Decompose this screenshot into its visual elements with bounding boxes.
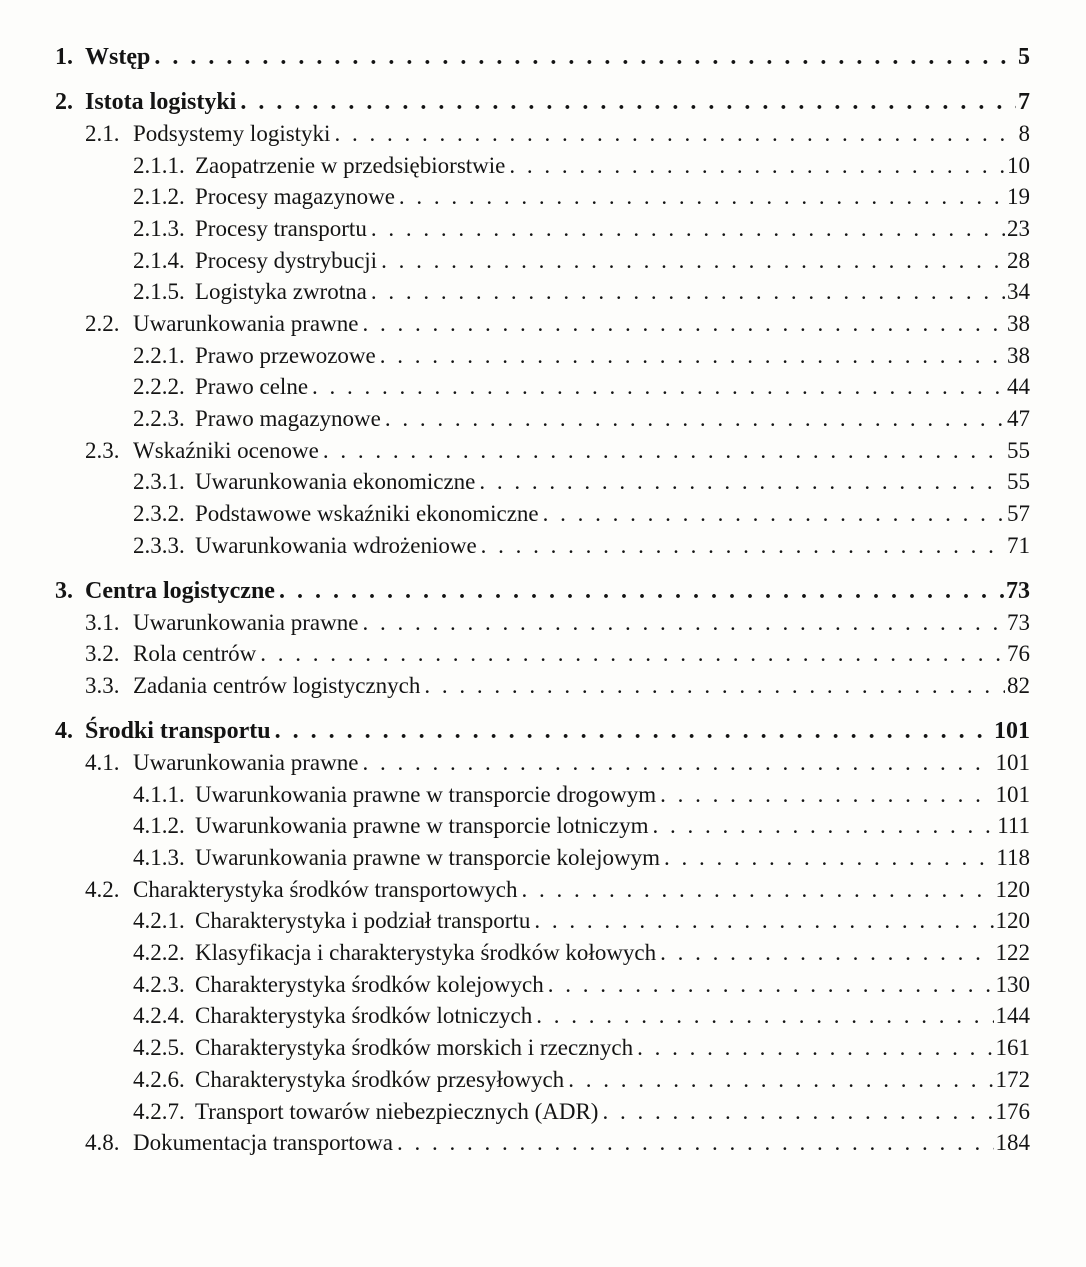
toc-entry bbox=[55, 469, 1030, 501]
toc-entry-title: Transport towarów niebezpiecznych (ADR) bbox=[195, 1098, 599, 1124]
toc-entry-title: Podsystemy logistyki bbox=[133, 120, 331, 146]
toc-entry bbox=[55, 501, 1030, 533]
dot-leader bbox=[362, 750, 993, 773]
toc-entry-number: 4.2.2. bbox=[133, 940, 185, 966]
toc-entry-title: Uwarunkowania wdrożeniowe bbox=[195, 532, 477, 558]
toc-entry bbox=[55, 121, 1030, 153]
dot-leader bbox=[323, 438, 1005, 461]
dot-leader bbox=[660, 940, 993, 963]
toc-entry-title: Podstawowe wskaźniki ekonomiczne bbox=[195, 501, 539, 527]
toc-entry bbox=[55, 248, 1030, 280]
toc-entry bbox=[55, 44, 1030, 76]
toc-entry-number: 2.2.2. bbox=[133, 374, 185, 400]
toc-entry bbox=[55, 877, 1030, 909]
toc-entry-number: 2.1.2. bbox=[133, 184, 185, 210]
dot-leader bbox=[509, 153, 1005, 176]
toc-entry-title: Charakterystyka środków transportowych bbox=[133, 876, 518, 902]
toc-entry-title: Charakterystyka środków przesyłowych bbox=[195, 1066, 565, 1092]
toc-entry-number: 4.1.3. bbox=[133, 845, 185, 870]
dot-leader bbox=[522, 877, 994, 900]
toc-entry-title: Zaopatrzenie w przedsiębiorstwie bbox=[195, 152, 506, 178]
toc-entry-title: Klasyfikacja i charakterystyka środków kołowych bbox=[195, 940, 657, 966]
toc-entry-number: 4.2. bbox=[85, 876, 120, 902]
toc-entry-number: 4.1.2. bbox=[133, 813, 185, 839]
toc-entry-page: 120 bbox=[995, 876, 1030, 902]
toc-entry bbox=[55, 908, 1030, 940]
toc-entry-title: Środki transportu bbox=[85, 718, 271, 745]
toc-entry bbox=[55, 641, 1030, 673]
toc-entry-page: 7 bbox=[1018, 89, 1030, 116]
toc-entry-page: 120 bbox=[995, 908, 1030, 934]
toc-entry-title: Wstęp bbox=[85, 44, 151, 70]
toc-entry bbox=[55, 813, 1030, 845]
toc-entry bbox=[55, 438, 1030, 470]
toc-entry bbox=[55, 610, 1030, 642]
toc-entry bbox=[55, 89, 1030, 121]
toc-entry-page: 55 bbox=[1007, 469, 1030, 495]
toc-entry-number: 3.2. bbox=[85, 641, 120, 667]
dot-leader bbox=[664, 845, 994, 868]
toc-entry bbox=[55, 1130, 1030, 1162]
toc-entry-page: 44 bbox=[1007, 374, 1030, 400]
toc-entry-page: 57 bbox=[1007, 501, 1030, 527]
toc-entry-page: 118 bbox=[996, 845, 1030, 870]
toc-entry-title: Logistyka zwrotna bbox=[195, 279, 367, 305]
toc-entry-title: Procesy transportu bbox=[195, 215, 367, 241]
dot-leader bbox=[548, 972, 994, 995]
toc-entry bbox=[55, 1003, 1030, 1035]
dot-leader bbox=[260, 641, 1005, 664]
toc-entry-number: 2.2. bbox=[85, 311, 120, 336]
dot-leader bbox=[660, 782, 993, 805]
toc-entry bbox=[55, 279, 1030, 311]
toc-list bbox=[55, 44, 1030, 1162]
toc-entry-title: Prawo przewozowe bbox=[195, 342, 376, 368]
toc-entry-title: Zadania centrów logistycznych bbox=[133, 673, 421, 699]
dot-leader bbox=[534, 908, 993, 931]
toc-entry-page: 172 bbox=[995, 1066, 1030, 1092]
toc-entry-page: 38 bbox=[1007, 342, 1030, 368]
dot-leader bbox=[312, 374, 1005, 397]
dot-leader bbox=[275, 718, 992, 742]
toc-entry bbox=[55, 1035, 1030, 1067]
toc-entry-title: Uwarunkowania prawne bbox=[133, 749, 359, 775]
toc-entry-title: Uwarunkowania prawne bbox=[133, 609, 359, 635]
toc-entry-page: 10 bbox=[1007, 152, 1030, 178]
toc-entry-number: 4.2.7. bbox=[133, 1098, 185, 1124]
dot-leader bbox=[385, 406, 1005, 429]
toc-entry-title: Uwarunkowania prawne bbox=[133, 311, 359, 336]
toc-entry bbox=[55, 1067, 1030, 1099]
toc-entry-number: 2.1. bbox=[85, 120, 120, 146]
toc-entry bbox=[55, 578, 1030, 610]
toc-entry-page: 111 bbox=[997, 813, 1030, 839]
toc-entry-number: 2.1.1. bbox=[133, 152, 185, 178]
toc-entry-title: Prawo magazynowe bbox=[195, 406, 381, 432]
toc-entry-number: 2. bbox=[55, 89, 73, 116]
toc-entry-page: 130 bbox=[995, 971, 1030, 997]
toc-entry bbox=[55, 153, 1030, 185]
toc-entry-page: 101 bbox=[994, 718, 1030, 745]
toc-entry-title: Charakterystyka środków kolejowych bbox=[195, 971, 544, 997]
toc-entry-title: Istota logistyki bbox=[85, 89, 237, 116]
toc-entry-number: 4.1.1. bbox=[133, 781, 185, 807]
toc-entry-page: 73 bbox=[1006, 578, 1030, 604]
toc-entry bbox=[55, 940, 1030, 972]
dot-leader bbox=[279, 578, 1004, 602]
toc-entry-number: 2.3.1. bbox=[133, 469, 185, 495]
toc-entry-number: 2.1.4. bbox=[133, 247, 185, 273]
toc-entry-number: 4.2.4. bbox=[133, 1003, 185, 1029]
toc-entry-title: Centra logistyczne bbox=[85, 578, 275, 604]
toc-entry-number: 2.3. bbox=[85, 437, 120, 463]
toc-entry bbox=[55, 750, 1030, 782]
toc-entry-title: Wskaźniki ocenowe bbox=[133, 437, 319, 463]
toc-entry bbox=[55, 673, 1030, 705]
toc-entry-title: Dokumentacja transportowa bbox=[133, 1130, 393, 1156]
toc-entry-title: Uwarunkowania prawne w transporcie drogowym bbox=[195, 781, 657, 807]
toc-entry-page: 28 bbox=[1007, 247, 1030, 273]
dot-leader bbox=[371, 279, 1005, 302]
dot-leader bbox=[399, 184, 1005, 207]
toc-entry-page: 71 bbox=[1007, 532, 1030, 558]
toc-entry bbox=[55, 406, 1030, 438]
dot-leader bbox=[637, 1035, 993, 1058]
toc-entry-page: 82 bbox=[1007, 673, 1030, 699]
toc-entry-title: Charakterystyka i podział transportu bbox=[195, 908, 531, 934]
toc-entry-page: 47 bbox=[1007, 406, 1030, 432]
toc-entry-number: 2.1.3. bbox=[133, 215, 185, 241]
toc-entry-number: 3.1. bbox=[85, 609, 120, 635]
toc-entry-page: 55 bbox=[1007, 437, 1030, 463]
toc-entry-title: Charakterystyka środków lotniczych bbox=[195, 1003, 533, 1029]
toc-entry-number: 4.2.1. bbox=[133, 908, 185, 934]
toc-entry bbox=[55, 216, 1030, 248]
dot-leader bbox=[381, 248, 1005, 271]
toc-entry bbox=[55, 845, 1030, 877]
dot-leader bbox=[240, 89, 1016, 113]
dot-leader bbox=[568, 1067, 993, 1090]
toc-entry-title: Uwarunkowania ekonomiczne bbox=[195, 469, 476, 495]
toc-entry-number: 2.2.1. bbox=[133, 342, 185, 368]
toc-entry-page: 176 bbox=[995, 1098, 1030, 1124]
toc-entry bbox=[55, 533, 1030, 565]
dot-leader bbox=[543, 501, 1005, 524]
toc-entry-number: 1. bbox=[55, 44, 73, 70]
dot-leader bbox=[334, 121, 1016, 144]
dot-leader bbox=[362, 610, 1005, 633]
toc-entry-number: 3.3. bbox=[85, 673, 120, 699]
toc-entry-page: 8 bbox=[1018, 120, 1030, 146]
toc-entry-page: 19 bbox=[1007, 184, 1030, 210]
dot-leader bbox=[536, 1003, 993, 1026]
toc-entry-title: Prawo celne bbox=[195, 374, 309, 400]
dot-leader bbox=[602, 1099, 993, 1122]
toc-entry-number: 4. bbox=[55, 718, 73, 745]
toc-entry bbox=[55, 184, 1030, 216]
toc-entry bbox=[55, 1099, 1030, 1131]
toc-entry-number: 2.2.3. bbox=[133, 406, 185, 432]
toc-entry-number: 4.2.5. bbox=[133, 1035, 185, 1061]
dot-leader bbox=[424, 673, 1005, 696]
toc-entry-title: Rola centrów bbox=[133, 641, 257, 667]
toc-entry-page: 73 bbox=[1007, 609, 1030, 635]
toc-entry bbox=[55, 343, 1030, 375]
toc-entry-number: 4.8. bbox=[85, 1130, 120, 1156]
toc-entry-title: Uwarunkowania prawne w transporcie lotniczym bbox=[195, 813, 649, 839]
dot-leader bbox=[371, 216, 1005, 239]
toc-entry-number: 2.3.2. bbox=[133, 501, 185, 527]
toc-entry bbox=[55, 718, 1030, 750]
toc-entry bbox=[55, 782, 1030, 814]
toc-entry-page: 5 bbox=[1018, 44, 1030, 70]
dot-leader bbox=[154, 44, 1016, 68]
toc-entry-title: Charakterystyka środków morskich i rzecznych bbox=[195, 1035, 634, 1061]
toc-entry bbox=[55, 311, 1030, 343]
toc-entry-number: 2.3.3. bbox=[133, 532, 185, 558]
dot-leader bbox=[397, 1130, 994, 1153]
toc-entry-number: 3. bbox=[55, 578, 73, 604]
dot-leader bbox=[479, 469, 1005, 492]
toc-entry-page: 184 bbox=[995, 1130, 1030, 1156]
toc-entry-page: 76 bbox=[1007, 641, 1030, 667]
toc-entry-page: 38 bbox=[1007, 311, 1030, 336]
toc-entry-page: 144 bbox=[995, 1003, 1030, 1029]
dot-leader bbox=[362, 311, 1005, 334]
toc-entry-page: 161 bbox=[995, 1035, 1030, 1061]
dot-leader bbox=[481, 533, 1005, 556]
toc-entry-page: 122 bbox=[995, 940, 1030, 966]
dot-leader bbox=[652, 813, 995, 836]
dot-leader bbox=[380, 343, 1005, 366]
toc-entry-page: 101 bbox=[995, 749, 1030, 775]
toc-entry-number: 4.2.6. bbox=[133, 1066, 185, 1092]
toc-entry-number: 4.1. bbox=[85, 749, 120, 775]
toc-entry-number: 4.2.3. bbox=[133, 971, 185, 997]
toc-entry-title: Uwarunkowania prawne w transporcie kolejowym bbox=[195, 845, 660, 870]
toc-entry bbox=[55, 374, 1030, 406]
toc-entry-page: 34 bbox=[1007, 279, 1030, 305]
toc-entry bbox=[55, 972, 1030, 1004]
toc-entry-number: 2.1.5. bbox=[133, 279, 185, 305]
toc-entry-page: 23 bbox=[1007, 215, 1030, 241]
toc-entry-title: Procesy dystrybucji bbox=[195, 247, 378, 273]
toc-entry-title: Procesy magazynowe bbox=[195, 184, 395, 210]
toc-entry-page: 101 bbox=[995, 781, 1030, 807]
